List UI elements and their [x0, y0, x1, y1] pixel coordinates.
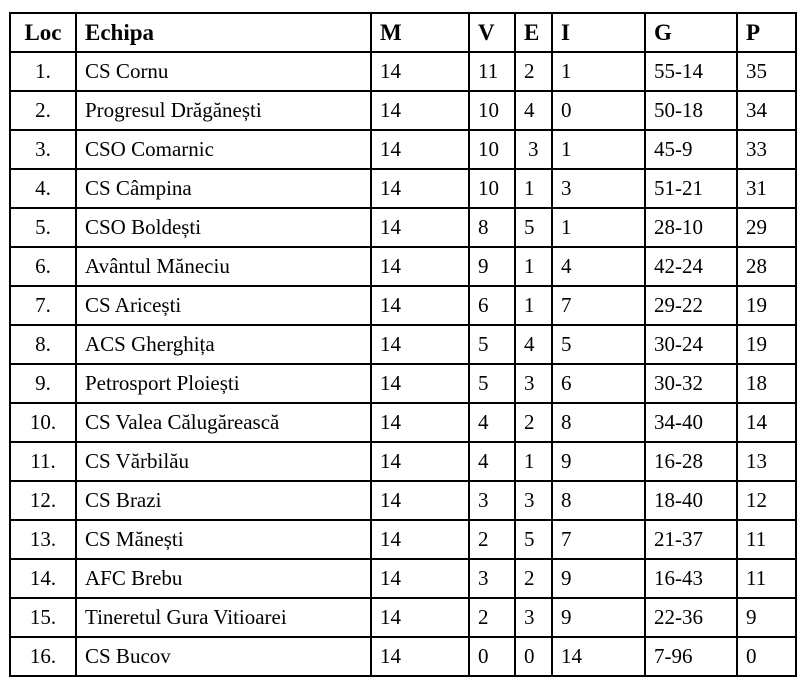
- cell-g: 16-43: [645, 559, 737, 598]
- cell-p: 18: [737, 364, 796, 403]
- cell-p: 11: [737, 559, 796, 598]
- cell-i: 3: [552, 169, 645, 208]
- cell-g: 55-14: [645, 52, 737, 91]
- table-row: [10, 559, 796, 598]
- cell-v: 10: [469, 91, 515, 130]
- cell-v: 10: [469, 130, 515, 169]
- cell-loc: 11.: [10, 442, 76, 481]
- cell-i: 8: [552, 481, 645, 520]
- cell-p: 0: [737, 637, 796, 676]
- cell-e: 2: [515, 559, 552, 598]
- cell-v: 4: [469, 403, 515, 442]
- cell-m: 14: [371, 130, 469, 169]
- cell-m: 14: [371, 52, 469, 91]
- cell-i: 9: [552, 559, 645, 598]
- cell-echipa: CS Vărbilău: [76, 442, 371, 481]
- cell-e: 4: [515, 325, 552, 364]
- cell-p: 33: [737, 130, 796, 169]
- header-g: G: [645, 13, 737, 52]
- header-m: M: [371, 13, 469, 52]
- cell-i: 7: [552, 520, 645, 559]
- cell-m: 14: [371, 325, 469, 364]
- cell-e: 0: [515, 637, 552, 676]
- cell-p: 9: [737, 598, 796, 637]
- cell-m: 14: [371, 637, 469, 676]
- cell-loc: 12.: [10, 481, 76, 520]
- cell-v: 10: [469, 169, 515, 208]
- cell-echipa: Progresul Drăgănești: [76, 91, 371, 130]
- cell-echipa: CS Cornu: [76, 52, 371, 91]
- cell-i: 1: [552, 130, 645, 169]
- cell-v: 3: [469, 559, 515, 598]
- cell-e: 3: [515, 364, 552, 403]
- cell-p: 35: [737, 52, 796, 91]
- cell-loc: 16.: [10, 637, 76, 676]
- cell-v: 2: [469, 598, 515, 637]
- table-row: [10, 91, 796, 130]
- cell-p: 28: [737, 247, 796, 286]
- cell-loc: 8.: [10, 325, 76, 364]
- cell-echipa: ACS Gherghița: [76, 325, 371, 364]
- cell-loc: 6.: [10, 247, 76, 286]
- cell-p: 19: [737, 286, 796, 325]
- cell-g: 7-96: [645, 637, 737, 676]
- cell-loc: 15.: [10, 598, 76, 637]
- cell-g: 45-9: [645, 130, 737, 169]
- header-v: V: [469, 13, 515, 52]
- cell-e: 5: [515, 208, 552, 247]
- cell-v: 11: [469, 52, 515, 91]
- cell-m: 14: [371, 208, 469, 247]
- cell-m: 14: [371, 91, 469, 130]
- cell-v: 5: [469, 325, 515, 364]
- cell-p: 12: [737, 481, 796, 520]
- cell-g: 30-32: [645, 364, 737, 403]
- table-row: [10, 481, 796, 520]
- cell-e: 2: [515, 52, 552, 91]
- cell-m: 14: [371, 169, 469, 208]
- header-p: P: [737, 13, 796, 52]
- cell-m: 14: [371, 442, 469, 481]
- cell-m: 14: [371, 286, 469, 325]
- cell-loc: 4.: [10, 169, 76, 208]
- cell-echipa: CS Aricești: [76, 286, 371, 325]
- table-row: [10, 208, 796, 247]
- cell-m: 14: [371, 559, 469, 598]
- cell-e: 1: [515, 247, 552, 286]
- cell-i: 1: [552, 52, 645, 91]
- cell-g: 34-40: [645, 403, 737, 442]
- cell-g: 21-37: [645, 520, 737, 559]
- cell-i: 8: [552, 403, 645, 442]
- cell-loc: 2.: [10, 91, 76, 130]
- cell-v: 8: [469, 208, 515, 247]
- cell-echipa: Tineretul Gura Vitioarei: [76, 598, 371, 637]
- table-row: [10, 598, 796, 637]
- cell-echipa: CSO Comarnic: [76, 130, 371, 169]
- cell-e: 1: [515, 286, 552, 325]
- table-row: [10, 52, 796, 91]
- table-row: [10, 403, 796, 442]
- table-row: [10, 442, 796, 481]
- header-i: I: [552, 13, 645, 52]
- cell-echipa: CS Brazi: [76, 481, 371, 520]
- cell-echipa: Petrosport Ploiești: [76, 364, 371, 403]
- table-row: [10, 286, 796, 325]
- cell-i: 14: [552, 637, 645, 676]
- cell-m: 14: [371, 520, 469, 559]
- standings-table: [9, 12, 797, 677]
- cell-loc: 14.: [10, 559, 76, 598]
- cell-m: 14: [371, 247, 469, 286]
- cell-loc: 13.: [10, 520, 76, 559]
- cell-g: 42-24: [645, 247, 737, 286]
- table-row: [10, 130, 796, 169]
- cell-echipa: CS Bucov: [76, 637, 371, 676]
- cell-loc: 7.: [10, 286, 76, 325]
- cell-g: 29-22: [645, 286, 737, 325]
- cell-i: 9: [552, 442, 645, 481]
- cell-g: 30-24: [645, 325, 737, 364]
- cell-e: 3: [515, 130, 552, 169]
- cell-e: 2: [515, 403, 552, 442]
- cell-v: 4: [469, 442, 515, 481]
- cell-v: 0: [469, 637, 515, 676]
- cell-echipa: AFC Brebu: [76, 559, 371, 598]
- cell-i: 7: [552, 286, 645, 325]
- cell-e: 1: [515, 169, 552, 208]
- cell-i: 4: [552, 247, 645, 286]
- cell-v: 2: [469, 520, 515, 559]
- cell-p: 29: [737, 208, 796, 247]
- cell-echipa: CSO Boldești: [76, 208, 371, 247]
- cell-p: 11: [737, 520, 796, 559]
- header-e: E: [515, 13, 552, 52]
- cell-p: 31: [737, 169, 796, 208]
- cell-loc: 9.: [10, 364, 76, 403]
- header-loc: Loc: [10, 13, 76, 52]
- cell-v: 9: [469, 247, 515, 286]
- table-row: [10, 169, 796, 208]
- cell-e: 1: [515, 442, 552, 481]
- table-row: [10, 247, 796, 286]
- cell-g: 18-40: [645, 481, 737, 520]
- cell-e: 3: [515, 481, 552, 520]
- cell-i: 9: [552, 598, 645, 637]
- cell-loc: 3.: [10, 130, 76, 169]
- header-echipa: Echipa: [76, 13, 371, 52]
- cell-v: 5: [469, 364, 515, 403]
- cell-echipa: Avântul Măneciu: [76, 247, 371, 286]
- table-body: [10, 52, 796, 676]
- cell-i: 0: [552, 91, 645, 130]
- cell-m: 14: [371, 481, 469, 520]
- cell-echipa: CS Valea Călugărească: [76, 403, 371, 442]
- header-row: [10, 13, 796, 52]
- cell-i: 6: [552, 364, 645, 403]
- cell-v: 3: [469, 481, 515, 520]
- table-row: [10, 520, 796, 559]
- cell-echipa: CS Mănești: [76, 520, 371, 559]
- cell-v: 6: [469, 286, 515, 325]
- cell-g: 50-18: [645, 91, 737, 130]
- cell-p: 19: [737, 325, 796, 364]
- cell-g: 16-28: [645, 442, 737, 481]
- cell-p: 34: [737, 91, 796, 130]
- cell-g: 22-36: [645, 598, 737, 637]
- cell-i: 1: [552, 208, 645, 247]
- cell-p: 13: [737, 442, 796, 481]
- cell-echipa: CS Câmpina: [76, 169, 371, 208]
- cell-p: 14: [737, 403, 796, 442]
- cell-g: 51-21: [645, 169, 737, 208]
- table-row: [10, 325, 796, 364]
- cell-m: 14: [371, 598, 469, 637]
- cell-i: 5: [552, 325, 645, 364]
- cell-e: 5: [515, 520, 552, 559]
- cell-g: 28-10: [645, 208, 737, 247]
- cell-m: 14: [371, 403, 469, 442]
- cell-loc: 5.: [10, 208, 76, 247]
- cell-loc: 10.: [10, 403, 76, 442]
- cell-e: 4: [515, 91, 552, 130]
- cell-loc: 1.: [10, 52, 76, 91]
- cell-e: 3: [515, 598, 552, 637]
- cell-m: 14: [371, 364, 469, 403]
- table-row: [10, 364, 796, 403]
- table-row: [10, 637, 796, 676]
